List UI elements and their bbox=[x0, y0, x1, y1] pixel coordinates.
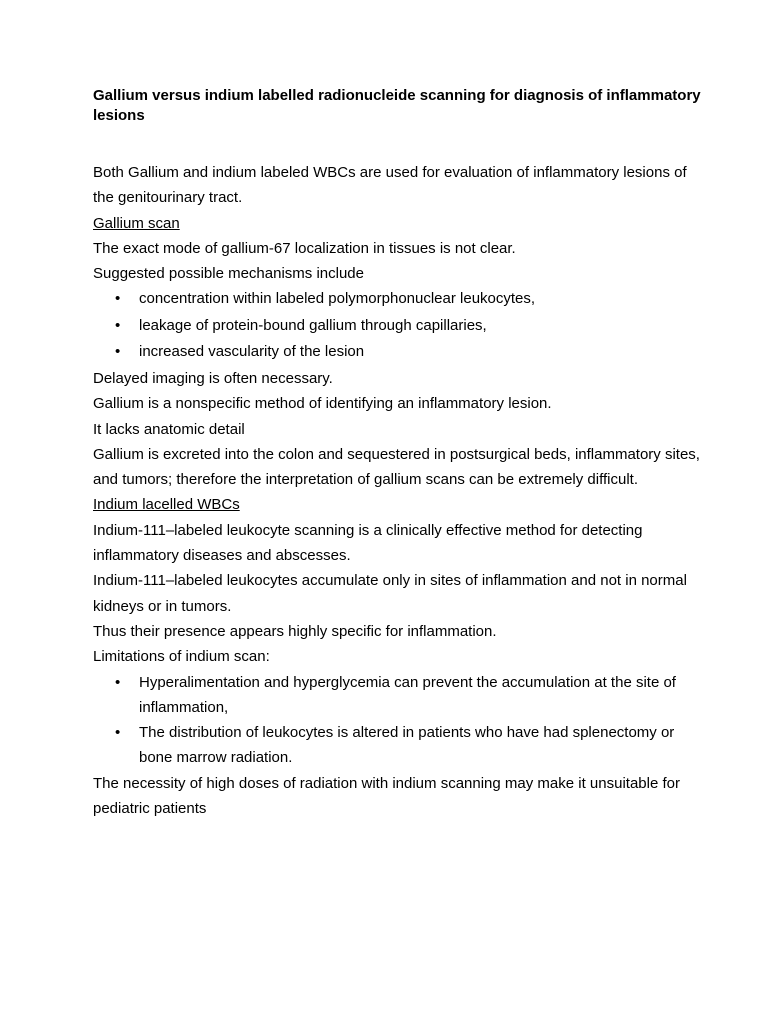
indium-line-2: Indium-111–labeled leukocytes accumulate only in sites of inflammation and not in normal kidneys or in tumors. bbox=[93, 572, 687, 615]
gallium-mechanisms-list bbox=[93, 286, 703, 366]
list-item-text: concentration within labeled polymorphonuclear leukocytes, bbox=[139, 290, 536, 308]
document-title: Gallium versus indium labelled radionucleide scanning for diagnosis of inflammatory lesions bbox=[93, 87, 701, 124]
bullet-icon: • bbox=[115, 343, 121, 361]
list-item bbox=[93, 339, 703, 366]
bullet-icon: • bbox=[115, 290, 121, 308]
indium-line-1: Indium-111–labeled leukocyte scanning is a clinically effective method for detecting inflammatory diseases and abscesses. bbox=[93, 521, 643, 565]
indium-limitations-list bbox=[93, 670, 703, 771]
list-item bbox=[93, 670, 703, 721]
document-body bbox=[93, 160, 703, 821]
list-item bbox=[93, 313, 703, 340]
closing-paragraph: The necessity of high doses of radiation with indium scanning may make it unsuitable for pediatric patients bbox=[93, 774, 680, 818]
gallium-after-line-1: Delayed imaging is often necessary. bbox=[93, 369, 333, 387]
indium-line-3: Thus their presence appears highly specific for inflammation. bbox=[93, 622, 497, 640]
gallium-line-1: The exact mode of gallium-67 localization in tissues is not clear. bbox=[93, 239, 516, 257]
bullet-icon: • bbox=[115, 673, 121, 691]
intro-paragraph: Both Gallium and indium labeled WBCs are used for evaluation of inflammatory lesions of the genitourinary tract. bbox=[93, 164, 687, 207]
gallium-after-line-2: Gallium is a nonspecific method of identifying an inflammatory lesion. bbox=[93, 395, 552, 413]
list-item bbox=[93, 720, 703, 771]
list-item-text: Hyperalimentation and hyperglycemia can prevent the accumulation at the site of inflammation, bbox=[139, 673, 676, 716]
list-item-text: leakage of protein-bound gallium through capillaries, bbox=[139, 316, 487, 334]
gallium-after-line-3: It lacks anatomic detail bbox=[93, 420, 245, 438]
gallium-scan-heading: Gallium scan bbox=[93, 214, 180, 232]
indium-wbc-heading: Indium lacelled WBCs bbox=[93, 496, 240, 514]
list-item-text: The distribution of leukocytes is altered in patients who have had splenectomy or bone marrow radiation. bbox=[139, 724, 675, 767]
indium-line-4: Limitations of indium scan: bbox=[93, 648, 270, 666]
list-item-text: increased vascularity of the lesion bbox=[139, 343, 365, 361]
bullet-icon: • bbox=[115, 724, 121, 742]
gallium-after-line-4: Gallium is excreted into the colon and sequestered in postsurgical beds, inflammatory sites, and tumors; therefore the interpretation of gallium scans can be extremely difficult. bbox=[93, 445, 700, 489]
gallium-line-2: Suggested possible mechanisms include bbox=[93, 265, 364, 283]
list-item bbox=[93, 286, 703, 313]
bullet-icon: • bbox=[115, 316, 121, 334]
